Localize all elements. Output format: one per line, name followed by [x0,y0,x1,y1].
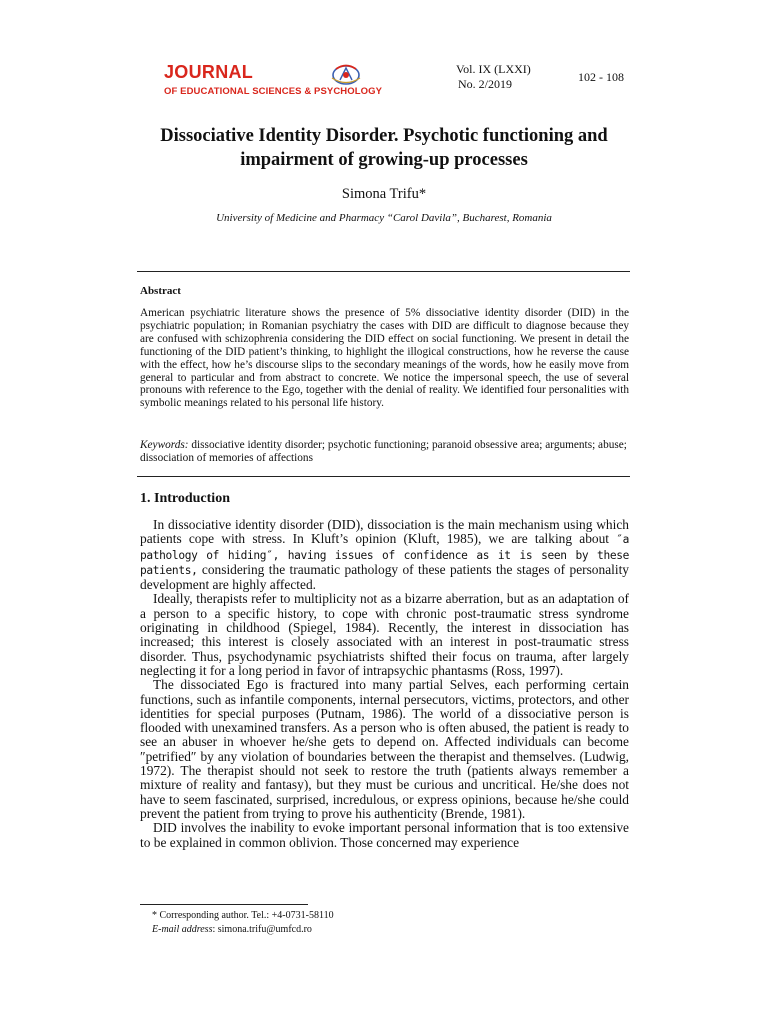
keywords-label: Keywords: [140,439,189,451]
abstract-bottom-rule [137,476,630,477]
journal-logo-title: JOURNAL [164,62,254,82]
email-address: : simona.trifu@umfcd.ro [212,924,312,935]
journal-logo-subtitle: OF EDUCATIONAL SCIENCES & PSYCHOLOGY [164,86,383,97]
author-affiliation: University of Medicine and Pharmacy “Carol Davila”, Bucharest, Romania [216,212,552,224]
article-author: Simona Trifu* [341,186,427,202]
section-heading-introduction: 1. Introduction [140,491,230,506]
footnote-email [152,924,312,935]
quoted-phrase: ″a pathology of hiding″, having issues of confidence as it is seen by these patients, [140,533,629,577]
article-title: Dissociative Identity Disorder. Psychotic functioning and impairment of growing-up processes [160,126,608,170]
introduction-body [140,518,629,850]
footnote-rule [140,904,308,905]
volume-info [456,62,531,92]
keywords-list: dissociative identity disorder; psychotic functioning; paranoid obsessive area; arguments; abuse; dissociation of memories of affections [140,439,627,464]
paragraph [140,518,629,592]
volume-number: Vol. IX (LXXI) [456,62,531,76]
keywords [140,439,629,465]
abstract-text: American psychiatric literature shows the presence of 5% dissociative identity disorder (DID) in the psychiatric population; in Romanian psychiatry the cases with DID are difficult to diagnose because they are confused with schizophrenia considering the DID effect on social functioning. We present in detail the functioning of the DID patient’s thinking, to highlight the illogical constructions, how he reverse the cause with the effect, how he’s discourse slips to the secondary meanings of the words, how he easily move from general to particular and from abstract to concrete. We notice the impersonal speech, the use of several pronouns with reference to the Ego, together with the denial of reality. We identified four personalities with symbolic meanings related to his personal life history. [140,307,629,410]
paragraph-text: In dissociative identity disorder (DID), dissociation is the main mechanism using which patients cope with stress. In Kluft’s opinion (Kluft, 1985), we are talking about [140,517,629,547]
paragraph: Ideally, therapists refer to multiplicity not as a bizarre aberration, but as an adaptation of a person to a specific history, to cope with chronic post-traumatic stress syndrome originating in childhood (Spiegel, 1984). Recently, the interest in dissociation has increased; this interest is closely associated with an interest in post-traumatic stress disorder. Thus, psychodynamic psychiatrists shifted their focus on trauma, after largely neglecting it for a long period in favor of intrapsychic phantasms (Ross, 1997). [140,591,629,678]
journal-emblem-icon [326,60,366,88]
abstract-top-rule [137,271,630,272]
email-label: E-mail address [152,924,213,935]
issue-number: No. 2/2019 [458,77,512,91]
journal-header [0,56,768,106]
page-range: 102 - 108 [578,70,624,84]
abstract-heading: Abstract [140,285,181,297]
paragraph: The dissociated Ego is fractured into many partial Selves, each performing certain functions, such as infantile components, internal persecutors, victims, protectors, and other identities for special purposes (Putnam, 1986). The world of a dissociative person is flooded with unexamined transfers. As a person who is often abused, the patient is ready to see an abuser in whoever he/she gets to depend on. Affected individuals can become ″petrified″ by any violation of boundaries between the therapist and themselves. (Ludwig, 1972). The therapist should not seek to restore the truth (patients always remember a mixture of reality and fantasy), but they must be curious and uncritical. He/she does not have to seem fascinated, surprised, incredulous, or express opinions, because he/she could prevent the patient from trying to prove his authenticity (Brende, 1981). [140,677,629,821]
footnote-corresponding-author: * Corresponding author. Tel.: +4-0731-58110 [152,910,334,921]
paragraph-text: considering the traumatic pathology of these patients the stages of personality development are highly affected. [140,561,629,593]
paragraph: DID involves the inability to evoke important personal information that is too extensive to be explained in common oblivion. Those concerned may experience [140,820,629,850]
